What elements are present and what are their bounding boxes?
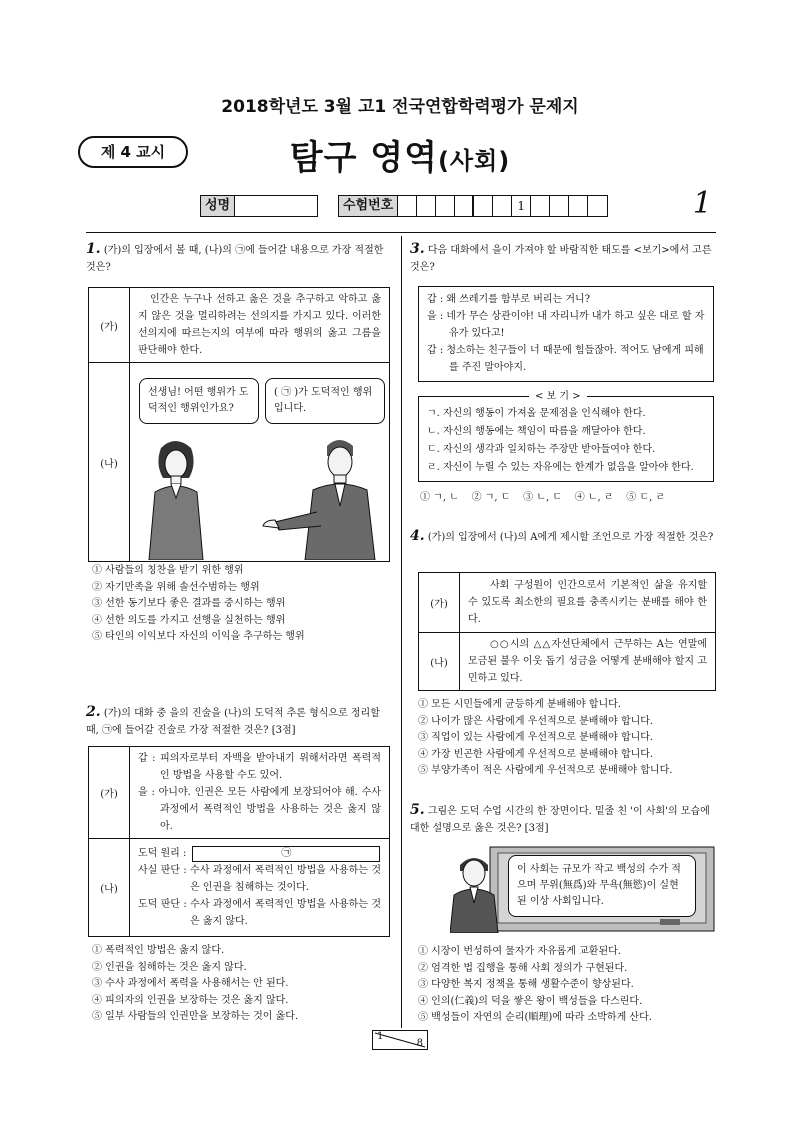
student-figure (149, 441, 203, 560)
q3-dialog-1: 갑 : 왜 쓰레기를 함부로 버리는 거니? (427, 294, 591, 305)
q2-ga-content (130, 747, 390, 839)
subject-title (0, 130, 800, 179)
q3-number: 3. (410, 241, 425, 257)
q2-fact: 사실 판단 : 수사 과정에서 폭력적인 방법을 사용하는 것은 인권을 침해하는 것이다. (138, 865, 381, 893)
q1-stem-wrap (86, 241, 392, 276)
id-cell[interactable] (569, 196, 588, 216)
q2-dialog-2: 을 : 아니야. 인권은 모든 사람에게 보장되어야 해. 수사 과정에서 폭력적인 방법을 사용하는 것은 옳지 않아. (138, 787, 381, 832)
q3-stem: 다음 대화에서 을이 가져야 할 바람직한 태도를 <보기>에서 고른 것은? (410, 245, 712, 273)
q4-choice-5[interactable]: ⑤ 부양가족이 적은 사람에게 우선적으로 분배해야 합니다. (418, 765, 673, 776)
q1-choice-4[interactable]: ④ 선한 의도를 가지고 선행을 실천하는 행위 (92, 614, 286, 626)
teacher-student-illustration (131, 434, 393, 560)
subject-sub: (사회) (437, 147, 511, 175)
q1-choice-5[interactable]: ⑤ 타인의 이익보다 자신의 이익을 추구하는 행위 (92, 631, 305, 642)
q4-choice-2[interactable]: ② 나이가 많은 사람에게 우선적으로 분배해야 합니다. (418, 715, 654, 727)
q2-choice-5[interactable]: ⑤ 일부 사람들의 인권만을 보장하는 것이 옳다. (92, 1011, 299, 1022)
q2-choice-1[interactable]: ① 폭력적인 방법은 옳지 않다. (92, 945, 225, 956)
id-cell[interactable] (531, 196, 550, 216)
id-cell[interactable] (588, 196, 607, 216)
q1-illustration-cell (130, 363, 390, 562)
q4-na-label: (나) (419, 633, 460, 691)
q5-choice-3[interactable]: ③ 다양한 복지 정책을 통해 생활수준이 향상된다. (418, 979, 634, 990)
id-cell[interactable] (493, 196, 512, 216)
column-divider (401, 236, 402, 1028)
q2-box (88, 746, 390, 937)
q4-choice-4[interactable]: ④ 가장 빈곤한 사람에게 우선적으로 분배해야 합니다. (418, 748, 654, 760)
q5-number: 5. (410, 802, 425, 818)
page-number: 1 (692, 186, 712, 221)
footer-total: 8 (416, 1038, 423, 1049)
q2-blank-box: ㉠ (192, 846, 380, 862)
exam-title: 2018학년도 3월 고1 전국연합학력평가 문제지 (221, 97, 579, 117)
id-cell-digit: 1 (512, 196, 531, 216)
id-box (338, 195, 608, 217)
q1-ga-label: (가) (89, 288, 130, 363)
q5-stem: 그림은 도덕 수업 시간의 한 장면이다. 밑줄 친 '이 사회'의 모습에 대한 설명으로 옳은 것은? [3점] (410, 806, 710, 834)
id-cell[interactable] (398, 196, 417, 216)
q2-principle-label: 도덕 원리 : (138, 848, 187, 859)
q1-illustration (131, 364, 388, 560)
id-label: 수험번호 (339, 196, 398, 216)
q2-stem: (가)의 대화 중 을의 진술을 (나)의 도덕적 추론 형식으로 정리할 때, ㉠에 들어갈 진술로 가장 적절한 것은? [3점] (86, 708, 380, 736)
name-field[interactable] (235, 196, 317, 216)
question-3 (410, 241, 716, 276)
q2-dialog-1: 갑 : 피의자로부터 자백을 받아내기 위해서라면 폭력적인 방법을 사용할 수도 있어. (138, 753, 381, 781)
q1-box (88, 287, 390, 562)
question-1 (86, 241, 392, 276)
q5-illustration (450, 843, 720, 933)
q4-choice-1[interactable]: ① 모든 시민들에게 균등하게 분배해야 합니다. (418, 699, 621, 710)
q1-na-label: (나) (89, 363, 130, 562)
q2-choice-2[interactable]: ② 인권을 침해하는 것은 옳지 않다. (92, 961, 247, 973)
q5-choice-4[interactable]: ④ 인의(仁義)의 덕을 쌓은 왕이 백성들을 다스린다. (418, 995, 643, 1007)
q2-number: 2. (86, 704, 101, 720)
q4-ga-text: 사회 구성원이 인간으로서 기본적인 삶을 유지할 수 있도록 최소한의 필요를 충족시키는 분배를 해야 한다. (460, 573, 716, 633)
subject-main: 탐구 영역 (289, 138, 438, 178)
id-cell[interactable] (417, 196, 436, 216)
q5-choice-2[interactable]: ② 엄격한 법 집행을 통해 사회 정의가 구현된다. (418, 962, 628, 974)
q5-choice-1[interactable]: ① 시장이 번성하여 물자가 자유롭게 교환된다. (418, 946, 621, 957)
name-label: 성명 (201, 196, 235, 216)
q4-choice-3[interactable]: ③ 직업이 있는 사람에게 우선적으로 분배해야 합니다. (418, 732, 654, 743)
q1-choice-3[interactable]: ③ 선한 동기보다 좋은 결과를 중시하는 행위 (92, 598, 286, 609)
period-badge: 제 4 교시 (78, 136, 188, 168)
q2-na-label: (나) (89, 839, 130, 937)
name-box (200, 195, 318, 217)
q1-stem: (가)의 입장에서 볼 때, (나)의 ㉠에 들어갈 내용으로 가장 적절한 것은? (86, 245, 384, 273)
q5-choice-5[interactable]: ⑤ 백성들이 자연의 순리(順理)에 따라 소박하게 산다. (418, 1012, 652, 1023)
q3-choices[interactable]: ① ㄱ, ㄴ ② ㄱ, ㄷ ③ ㄴ, ㄷ ④ ㄴ, ㄹ ⑤ ㄷ, ㄹ (420, 492, 666, 503)
q4-number: 4. (410, 528, 425, 544)
q3-bogi-1: ㄱ. 자신의 행동이 가져올 문제점을 인식해야 한다. (427, 408, 646, 419)
q1-choice-2[interactable]: ② 자기만족을 위해 솔선수범하는 행위 (92, 581, 260, 593)
q3-dialog-2: 을 : 네가 무슨 상관이야! 내 자리니까 내가 하고 싶은 대로 할 자유가 있다고! (427, 311, 705, 339)
q4-box (418, 572, 716, 691)
q2-na-content (130, 839, 390, 937)
q2-ga-label: (가) (89, 747, 130, 839)
student-bubble: 선생님! 어떤 행위가 도덕적인 행위인가요? (139, 378, 259, 424)
footer-page: 1 (377, 1031, 384, 1042)
q4-na-text: ○○시의 △△자선단체에서 근무하는 A는 연말에 모금된 불우 이웃 돕기 성금을 어떻게 분배해야 할지 고민하고 있다. (460, 633, 716, 691)
header-divider (86, 232, 716, 233)
q2-moral: 도덕 판단 : 수사 과정에서 폭력적인 방법을 사용하는 것은 옳지 않다. (138, 899, 381, 927)
q3-bogi-2: ㄴ. 자신의 행동에는 책임이 따름을 깨달아야 한다. (427, 426, 646, 437)
q1-ga-text: 인간은 누구나 선하고 옳은 것을 추구하고 악하고 옳지 않은 것을 멀리하려는 선의지를 가지고 있다. 이러한 선의지에 따르는지의 여부에 따라 행위의 옳고 그름을 판단해야 한다. (130, 288, 390, 363)
q1-choice-1[interactable]: ① 사람들의 칭찬을 받기 위한 행위 (92, 565, 244, 576)
q1-choices (92, 563, 392, 646)
q3-bogi-3: ㄷ. 자신의 생각과 일치하는 주장만 받아들여야 한다. (427, 444, 656, 455)
q2-choice-4[interactable]: ④ 피의자의 인권을 보장하는 것은 옳지 않다. (92, 994, 289, 1006)
teacher-figure (263, 440, 375, 560)
q4-choices (418, 697, 718, 780)
question-5 (410, 802, 716, 837)
q1-number: 1. (86, 241, 101, 257)
q2-principle-row (138, 845, 381, 862)
q5-bubble: 이 사회는 규모가 작고 백성의 수가 적으며 무위(無爲)와 무욕(無慾)이 실현된 이상 사회입니다. (508, 855, 696, 917)
q5-choices (418, 944, 718, 1027)
q4-stem: (가)의 입장에서 (나)의 A에게 제시할 조언으로 가장 적절한 것은? (427, 532, 714, 543)
id-cell[interactable] (455, 196, 474, 216)
question-4 (410, 528, 716, 546)
question-2 (86, 704, 392, 739)
q3-bogi-4: ㄹ. 자신이 누릴 수 있는 자유에는 한계가 없음을 알아야 한다. (427, 462, 694, 473)
q2-choices (92, 943, 392, 1026)
id-cell[interactable] (436, 196, 455, 216)
q3-bogi-title: < 보 기 > (529, 388, 587, 406)
page-footer (372, 1030, 428, 1050)
q2-choice-3[interactable]: ③ 수사 과정에서 폭력을 사용해서는 안 된다. (92, 978, 289, 989)
q4-ga-label: (가) (419, 573, 460, 633)
teacher-bubble: ( ㉠ )가 도덕적인 행위입니다. (265, 378, 385, 424)
q3-bogi-box (418, 391, 714, 482)
q3-dialog-box (418, 286, 714, 382)
id-cell[interactable] (550, 196, 569, 216)
id-row (200, 195, 608, 217)
q3-dialog-3: 갑 : 청소하는 친구들이 너 때문에 힘들잖아. 적어도 남에게 피해를 주진 말아야지. (427, 345, 704, 373)
id-cell[interactable] (474, 196, 493, 216)
